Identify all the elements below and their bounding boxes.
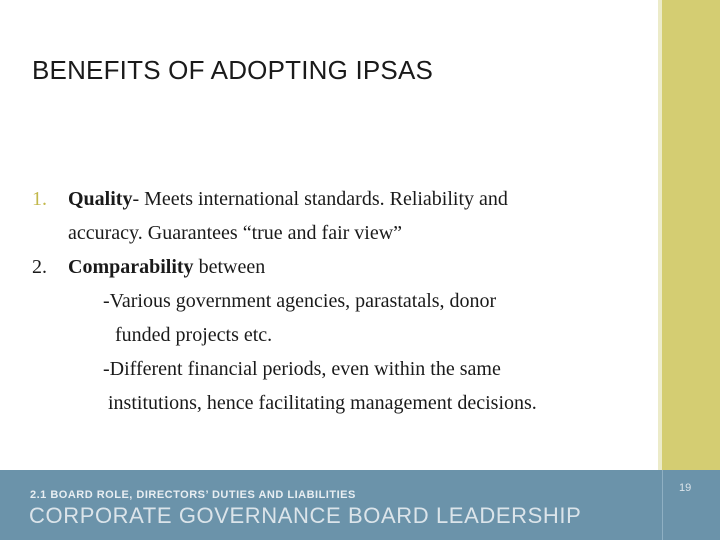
item-term: Comparability [68,256,194,278]
list-number: 1. [32,188,47,210]
list-item-comparability [0,250,650,420]
item-term: Quality [68,188,133,210]
accent-stripe [662,0,720,470]
item-text: - Meets international standards. Reliability and [132,188,508,210]
footer-subtitle: 2.1 BOARD ROLE, DIRECTORS’ DUTIES AND LIABILITIES [30,489,356,501]
item-text: between [193,256,266,278]
item-first-line [68,250,650,284]
sub-line: institutions, hence facilitating management decisions. [108,392,537,414]
slide-content [0,182,650,420]
list-item-quality [0,182,650,250]
item-continuation: accuracy. Guarantees “true and fair view” [68,222,403,244]
sub-line: -Various government agencies, parastatals, donor [103,290,497,312]
footer-divider [662,470,663,540]
sub-line: -Different financial periods, even within the same [103,358,501,380]
footer-title: CORPORATE GOVERNANCE BOARD LEADERSHIP [29,503,582,528]
sub-line: funded projects etc. [115,324,273,346]
item-first-line [68,182,650,216]
list-number: 2. [32,256,47,278]
page-number: 19 [679,482,692,494]
footer-bar [0,470,720,540]
slide-title: BENEFITS OF ADOPTING IPSAS [32,55,434,85]
